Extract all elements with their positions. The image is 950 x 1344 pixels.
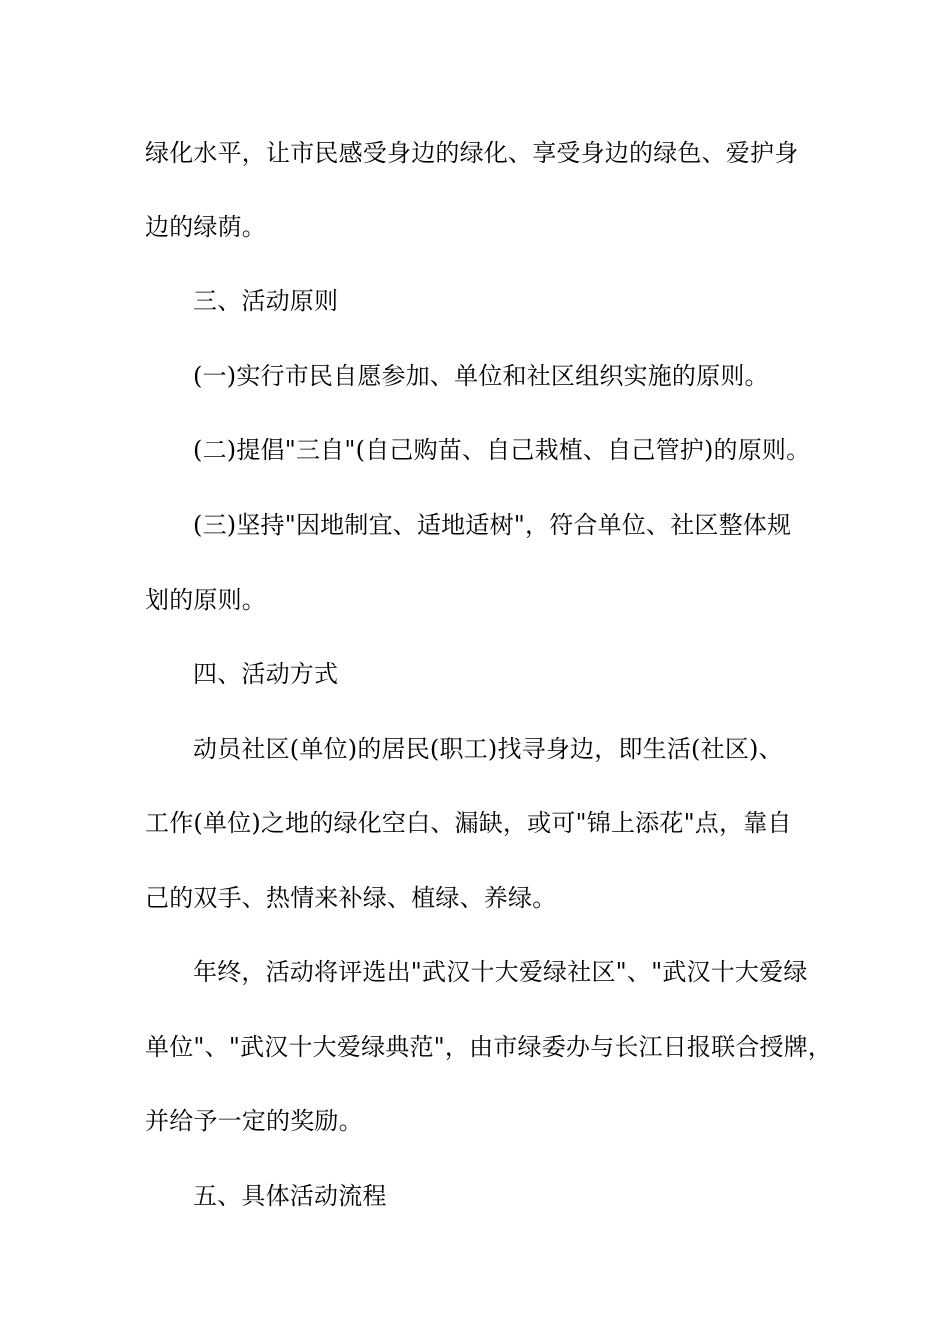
section-heading: 三、活动原则 xyxy=(193,287,339,315)
section-heading: 四、活动方式 xyxy=(193,660,339,688)
paragraph-line: 工作(单位)之地的绿化空白、漏缺，或可"锦上添花"点，靠自 xyxy=(145,809,792,837)
paragraph-line: 划的原则。 xyxy=(145,586,266,614)
paragraph-line: (二)提倡"三自"(自己购苗、自己栽植、自己管护)的原则。 xyxy=(193,436,811,464)
paragraph-line: 己的双手、热情来补绿、植绿、养绿。 xyxy=(145,884,557,912)
paragraph-line: 绿化水平，让市民感受身边的绿化、享受身边的绿色、爱护身 xyxy=(145,139,799,167)
section-heading: 五、具体活动流程 xyxy=(193,1182,387,1210)
paragraph-line: (三)坚持"因地制宜、适地适树"，符合单位、社区整体规 xyxy=(193,511,792,539)
paragraph-line: 边的绿荫。 xyxy=(145,213,266,241)
paragraph-line: 年终，活动将评选出"武汉十大爱绿社区"、"武汉十大爱绿 xyxy=(193,958,808,986)
paragraph-line: (一)实行市民自愿参加、单位和社区组织实施的原则。 xyxy=(193,362,769,390)
paragraph-line: 单位"、"武汉十大爱绿典范"，由市绿委办与长江日报联合授牌， xyxy=(145,1033,833,1061)
paragraph-line: 并给予一定的奖励。 xyxy=(145,1107,363,1135)
paragraph-line: 动员社区(单位)的居民(职工)找寻身边，即生活(社区)、 xyxy=(193,735,783,763)
